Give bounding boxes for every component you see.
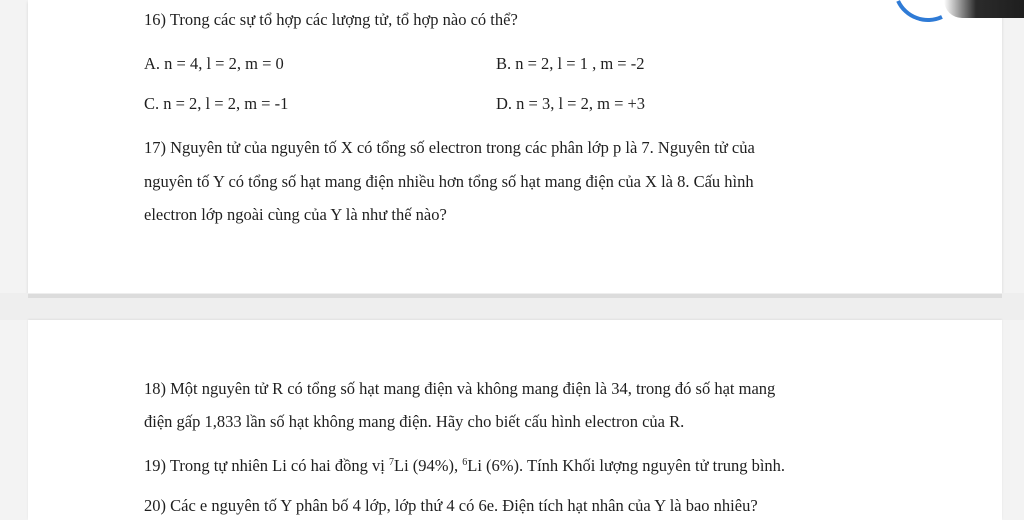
q16-option-a: A. n = 4, l = 2, m = 0: [144, 54, 284, 73]
q17-line-3: electron lớp ngoài cùng của Y là như thế nào?: [144, 205, 447, 224]
q20-line: 20) Các e nguyên tố Y phân bố 4 lớp, lớp thứ 4 có 6e. Điện tích hạt nhân của Y là bao nhiêu?: [144, 496, 758, 515]
q18-line-1: 18) Một nguyên tử R có tổng số hạt mang điện và không mang điện là 34, trong đó số hạt mang: [144, 379, 776, 398]
q18-line-2: điện gấp 1,833 lần số hạt không mang điện. Hãy cho biết cấu hình electron của R.: [144, 412, 685, 431]
q16-option-c: C. n = 2, l = 2, m = -1: [144, 94, 289, 113]
q16-option-b: B. n = 2, l = 1 , m = -2: [496, 54, 645, 73]
q16-question: 16) Trong các sự tổ hợp các lượng tử, tổ hợp nào có thể?: [144, 10, 518, 29]
q19-isotope2: Li (6%). Tính Khối lượng nguyên tử trung bình.: [467, 456, 786, 475]
q17-line-2: nguyên tố Y có tổng số hạt mang điện nhiều hơn tổng số hạt mang điện của X là 8. Cấu hình: [144, 172, 754, 191]
q19-isotope1: Li (94%),: [393, 456, 463, 475]
q19-line: [144, 456, 785, 476]
q19-prefix: 19) Trong tự nhiên Li có hai đồng vị: [144, 456, 389, 475]
q16-option-d: D. n = 3, l = 2, m = +3: [496, 94, 646, 113]
q19-isotope1-mass: 7: [388, 457, 394, 468]
page-divider: [28, 294, 1002, 298]
q17-line-1: 17) Nguyên tử của nguyên tố X có tổng số electron trong các phân lớp p là 7. Nguyên tử của: [144, 138, 755, 157]
q19-isotope2-mass: 6: [462, 457, 468, 468]
